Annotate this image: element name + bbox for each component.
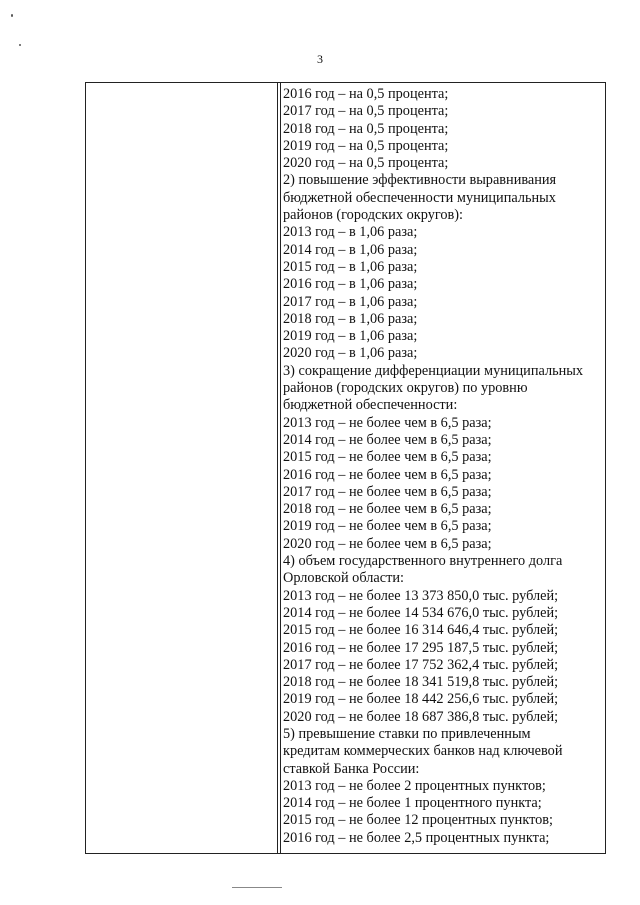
text-line: 2014 год – не более 1 процентного пункта; (283, 795, 542, 812)
text-line: 2016 год – не более чем в 6,5 раза; (283, 466, 492, 483)
text-line: кредитам коммерческих банков над ключевой (283, 743, 563, 760)
text-line: 2013 год – не более чем в 6,5 раза; (283, 414, 492, 431)
text-line: 2015 год – не более чем в 6,5 раза; (283, 449, 492, 466)
footer-line (232, 887, 282, 888)
text-line: 2014 год – не более чем в 6,5 раза; (283, 431, 492, 448)
text-line: 2020 год – не более 18 687 386,8 тыс. рублей; (283, 708, 559, 725)
text-line: 4) объем государственного внутреннего долга (283, 553, 563, 570)
text-line: 2013 год – не более 13 373 850,0 тыс. рублей; (283, 587, 559, 604)
text-line: Орловской области: (283, 570, 404, 587)
text-line: 2020 год – на 0,5 процента; (283, 155, 449, 172)
text-line: 2019 год – в 1,06 раза; (283, 328, 418, 345)
text-line: районов (городских округов) по уровню (283, 380, 528, 397)
text-line: 2014 год – в 1,06 раза; (283, 241, 418, 258)
text-line: 2018 год – не более чем в 6,5 раза; (283, 501, 492, 518)
text-line: 2018 год – на 0,5 процента; (283, 120, 449, 137)
column-divider (277, 83, 278, 853)
text-line: бюджетной обеспеченности муниципальных (283, 189, 556, 206)
text-line: 2018 год – не более 18 341 519,8 тыс. рублей; (283, 674, 559, 691)
text-line: 2016 год – на 0,5 процента; (283, 86, 449, 102)
text-line: 2015 год – не более 16 314 646,4 тыс. рублей; (283, 622, 559, 639)
scan-speck (19, 44, 21, 46)
document-table (85, 82, 606, 854)
text-line: 2017 год – не более 17 752 362,4 тыс. рублей; (283, 656, 559, 673)
text-line: 2018 год – в 1,06 раза; (283, 310, 418, 327)
text-line: 2019 год – не более чем в 6,5 раза; (283, 518, 492, 535)
text-line: 2017 год – в 1,06 раза; (283, 293, 418, 310)
text-line: ставкой Банка России: (283, 760, 420, 777)
text-line: 2016 год – не более 17 295 187,5 тыс. рублей; (283, 639, 559, 656)
text-line: 2017 год – не более чем в 6,5 раза; (283, 483, 492, 500)
text-line: 2013 год – не более 2 процентных пунктов; (283, 777, 546, 794)
scan-speck (11, 14, 13, 17)
text-line: 2020 год – не более чем в 6,5 раза; (283, 535, 492, 552)
text-line: 2017 год – на 0,5 процента; (283, 103, 449, 120)
page-number: 3 (317, 52, 323, 66)
right-column-cell (283, 86, 603, 847)
text-line: 2019 год – на 0,5 процента; (283, 137, 449, 154)
column-divider (280, 83, 281, 853)
text-line: 2019 год – не более 18 442 256,6 тыс. рублей; (283, 691, 559, 708)
text-line: 2020 год – в 1,06 раза; (283, 345, 418, 362)
text-line: 2013 год – в 1,06 раза; (283, 224, 418, 241)
text-line: 2016 год – в 1,06 раза; (283, 276, 418, 293)
text-line: бюджетной обеспеченности: (283, 397, 458, 414)
text-line: 2016 год – не более 2,5 процентных пункта; (283, 829, 550, 846)
text-line: 3) сокращение дифференциации муниципальных (283, 362, 584, 379)
text-line: 2) повышение эффективности выравнивания (283, 172, 557, 189)
text-line: 5) превышение ставки по привлеченным (283, 725, 531, 742)
text-line: 2014 год – не более 14 534 676,0 тыс. рублей; (283, 604, 559, 621)
text-line: районов (городских округов): (283, 207, 464, 224)
left-column-cell (86, 83, 277, 853)
text-line: 2015 год – в 1,06 раза; (283, 258, 418, 275)
text-line: 2015 год – не более 12 процентных пунктов; (283, 812, 554, 829)
